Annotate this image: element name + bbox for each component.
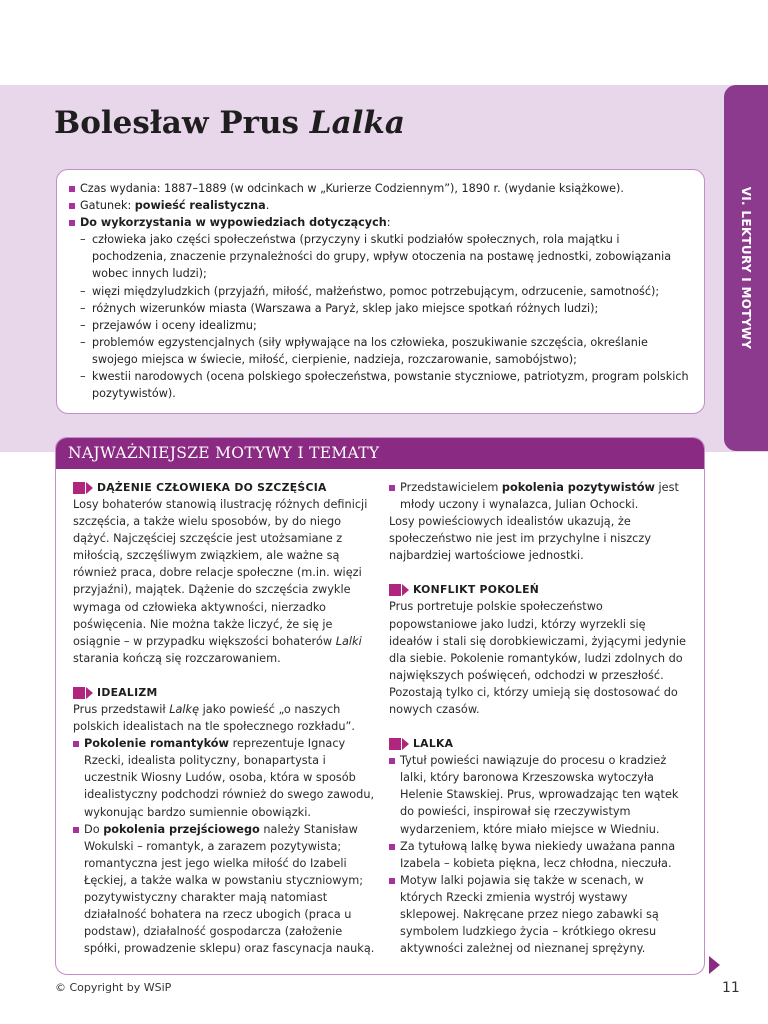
paragraph-happiness: Losy bohaterów stanowią ilustrację różnych definicji szczęścia, a także wielu sposobów, by do niego dążyć. Najczęściej szczęście jest utożsamiane z miłością, szczęśliwym związkiem, ale ważne są również praca, dobre relacje społeczne (m.in. więzi przyjaźni), majątek. Dążenie do szczęścia zwykle wymaga od człowieka aktywności, nierzadko poświęcenia. Nie można także liczyć, że się je osiągnie – w przypadku większości bohaterów Lalki starania kończą się rozczarowaniem.	[73, 498, 368, 665]
publication-date: Czas wydania: 1887–1889 (w odcinkach w „Kurierze Codziennym”), 1890 r. (wydanie książkowe).	[69, 180, 692, 197]
section-heading-happiness: DĄŻENIE CZŁOWIEKA DO SZCZĘŚCIA	[73, 479, 375, 496]
info-box	[56, 169, 705, 414]
section-marker-icon	[73, 482, 93, 494]
genre: Gatunek: powieść realistyczna.	[69, 197, 692, 214]
section-marker-icon	[73, 687, 93, 699]
motifs-box	[55, 437, 705, 975]
bullet-romantics: Pokolenie romantyków reprezentuje Ignacy Rzecki, idealista polityczny, bonapartysta i uczestnik Wiosny Ludów, osoba, która w sposób idealistyczny podchodzi również do swego zawodu, wykonując bardzo sumiennie obowiązki.	[73, 735, 375, 820]
work-title: Lalka	[309, 105, 405, 141]
page-number: 11	[722, 980, 740, 996]
motifs-header	[56, 438, 704, 469]
bullet-doll: Za tytułową lalkę bywa niekiedy uważana panna Izabela – kobieta piękna, lecz chłodna, nieczuła.	[389, 838, 689, 872]
usage-item: – problemów egzystencjalnych (siły wpływające na los człowieka, poszukiwanie szczęścia, określanie swojego miejsca w świecie, miłość, cierpienie, nadzieja, rozczarowanie, samobójstwo);	[80, 335, 648, 366]
chapter-side-tab-label: VI. LEKTURY I MOTYWY	[739, 186, 753, 350]
page-title	[54, 105, 405, 141]
paragraph-idealism-intro: Prus przedstawił Lalkę jako powieść „o naszych polskich idealistach na tle społecznego rozkładu”.	[73, 702, 355, 734]
section-marker-icon	[389, 738, 409, 750]
bullet-doll: Motyw lalki pojawia się także w scenach, w których Rzecki zmienia wystrój wystawy sklepowej. Nakręcane przez niego zabawki są symbolem ludzkiego życia – krótkiego okresu aktywności zależnej od nieznanej sprężyny.	[389, 872, 689, 957]
left-column	[73, 479, 375, 957]
usage-item: – człowieka jako części społeczeństwa (przyczyny i skutki podziałów społecznych, rola majątku i pochodzenia, znaczenie przynależności do grupy, wpływ otoczenia na postawę jednostki, zobowiązania wobec innych ludzi);	[80, 233, 672, 281]
section-heading-idealism: IDEALIZM	[73, 684, 375, 701]
right-column	[389, 479, 689, 957]
motifs-header-title: NAJWAŻNIEJSZE MOTYWY I TEMATY	[68, 444, 380, 462]
bullet-transitional: Do pokolenia przejściowego należy Stanisław Wokulski – romantyk, a zarazem pozytywista; romantyczna jest jego wielka miłość do Izabeli Łęckiej, a także walka w powstaniu styczniowym; pozytywistyczny charakter mają natomiast działalność bohatera na rzecz ubogich (praca u podstaw), działalność gospodarcza (założenie spółki, prowadzenie sklepu) oraz fascynacja nauką.	[73, 821, 375, 958]
paragraph-generations: Prus portretuje polskie społeczeństwo popowstaniowe jako ludzi, którzy wyrzekli się ideałów i stali się dorobkiewiczami, żyjącymi jedynie dla siebie. Pokolenie romantyków, ludzi zdolnych do największych poświęceń, odchodzi w przeszłość. Pozostają tylko ci, którzy umieją się dostosować do nowych czasów.	[389, 600, 686, 717]
usage-item: – kwestii narodowych (ocena polskiego społeczeństwa, powstanie styczniowe, patriotyzm, program polskich pozytywistów).	[80, 370, 689, 401]
section-heading-generations: KONFLIKT POKOLEŃ	[389, 581, 689, 598]
bullet-positivists: Przedstawicielem pokolenia pozytywistów jest młody uczony i wynalazca, Julian Ochocki.	[389, 479, 689, 513]
section-marker-icon	[389, 584, 409, 596]
bullet-doll: Tytuł powieści nawiązuje do procesu o kradzież lalki, który baronowa Krzeszowska wytoczyła Helenie Stawskiej. Prus, wprowadzając ten wątek do powieści, inspirował się rzeczywistym wydarzeniem, które miało miejsce w Wiedniu.	[389, 752, 689, 837]
chapter-side-tab[interactable]	[724, 85, 768, 451]
section-heading-doll: LALKA	[389, 735, 689, 752]
usage-item: – więzi międzyludzkich (przyjaźń, miłość, małżeństwo, pomoc potrzebującym, odrzucenie, samotność);	[80, 284, 660, 298]
next-page-arrow-icon[interactable]	[709, 956, 720, 974]
paragraph-idealism-closing: Losy powieściowych idealistów ukazują, że społeczeństwo nie jest im przychylne i niszczy najbardziej wartościowe jednostki.	[389, 515, 652, 563]
author-name: Bolesław Prus	[54, 105, 299, 141]
usage-item: – różnych wizerunków miasta (Warszawa a Paryż, sklep jako miejsce spotkań różnych ludzi);	[80, 301, 599, 315]
usage-heading: Do wykorzystania w wypowiedziach dotyczących:	[69, 214, 692, 231]
footer-copyright: © Copyright by WSiP	[55, 981, 172, 994]
usage-item: – przejawów i oceny idealizmu;	[80, 318, 257, 332]
